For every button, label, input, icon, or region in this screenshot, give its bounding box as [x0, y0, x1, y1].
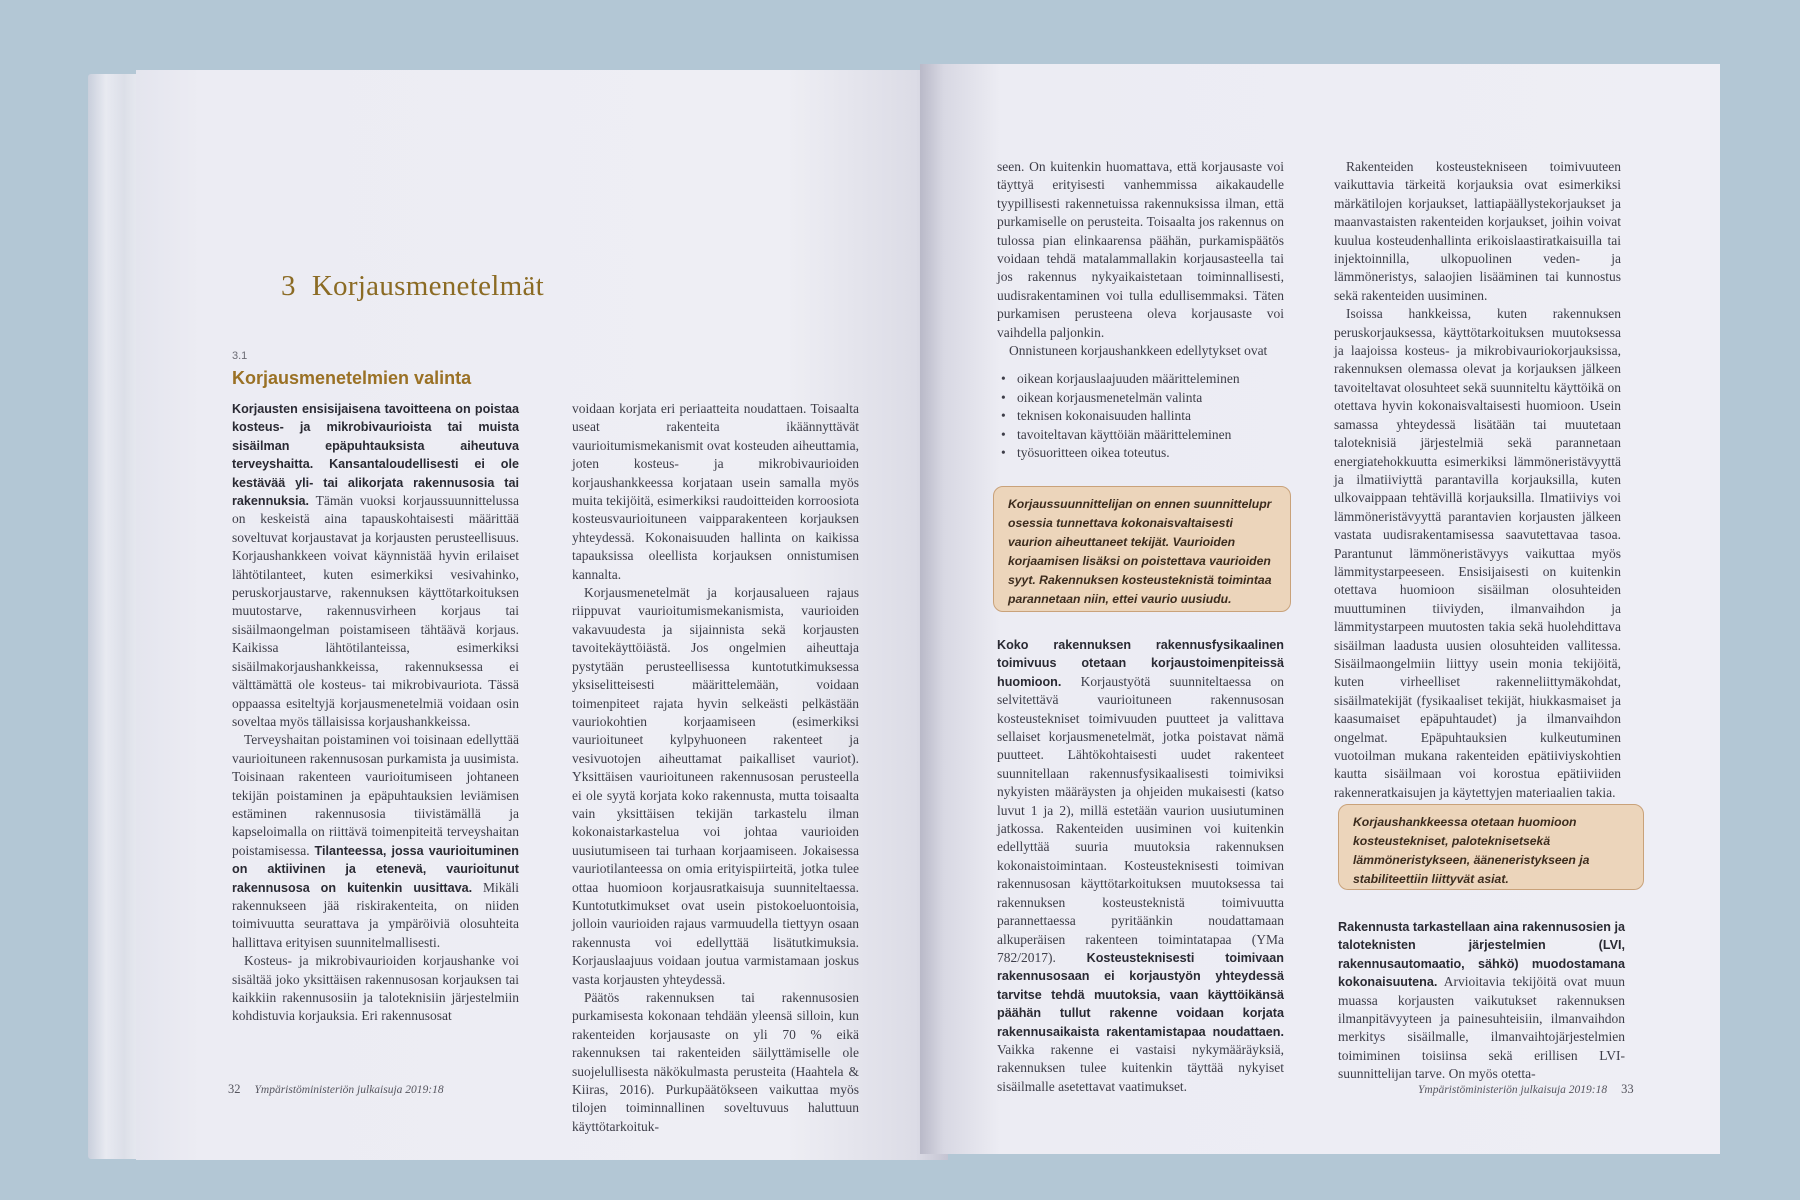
left-column-1	[232, 400, 519, 1026]
paragraph-text: Terveyshaitan poistaminen voi toisinaan edellyttää vaurioituneen rakennusosan purkamista ja uusimista. Toisinaan rakenteen vaurioitumiseen johtaneen tekijän poistaminen ja epäpuhtauksien leviämisen estäminen rakennusosia tiivistämällä ja kapseloimalla on riittävä toimenpiteitä terveyshaitan poistamisessa.	[232, 732, 519, 858]
paragraph: Onnistuneen korjaushankkeen edellytykset ovat	[1009, 343, 1268, 359]
left-column-2	[572, 400, 859, 1136]
paragraph-text: Tämän vuoksi korjaussuunnittelussa on keskeistä aina tapauskohtaisesti määrittää soveltuvat korjaustavat ja korjausten perusteellisuus. Korjaushankkeen voivat käynnistää hyvin erilaiset lähtötilanteet, kuten esimerkiksi vesivahinko, peruskorjaustarve, rakennuksen käyttötarkoituksen muutostarve, rakennusvirheen korjaus tai sisäilmaongelman poistamiseen tähtäävä korjaus. Kaikissa lähtötilanteissa, esimerkiksi sisäilmakorjaushankkeissa, rakennuksessa ei välttämättä ole kosteus- tai mikrobivauriota. Tässä oppaassa esiteltyjä korjausmenetelmiä voidaan osin soveltaa myös tällaisissa korjaushankkeissa.	[232, 493, 519, 729]
bold-statement: Tilanteessa, jossa vaurioituminen on aktiivinen ja etenevä, vaurioitunut rakennusosa on kuitenkin uusittava.	[232, 843, 519, 895]
paragraph-text: Korjaustyötä suunniteltaessa on selvitettävä vaurioituneen rakennusosan kosteustekniset toimivuuden puutteet ja valittava sellaiset korjausmenetelmät, jotka poistavat nämä puutteet. Lähtökohtaisesti uudet rakenteet suunnitellaan rakennusfysikaalisesti toimiviksi nykyisten määräysten ja ohjeiden mukaisesti (katso luvut 1 ja 2), millä estetään vaurion uusiutuminen jatkossa. Rakenteiden uusiminen voi kuitenkin edellyttää suuria muutoksia rakennuksen kokonaistoimintaan. Kosteusteknisesti toimivan rakennusosan käyttötarkoituksen muutoksessa tai rakennuksen kosteusteknistä toimivuutta parannettaessa pyritäänkin noudattamaan alkuperäisen rakenteen toimintatapaa (YMa 782/2017).	[997, 673, 1284, 965]
paragraph	[232, 731, 519, 952]
bullet-list	[997, 370, 1284, 462]
page-number: 32	[228, 1082, 241, 1096]
page-number: 33	[1621, 1082, 1634, 1096]
list-item: • oikean korjausmenetelmän valinta	[997, 389, 1284, 407]
chapter-title: Korjausmenetelmät	[311, 270, 544, 302]
paragraph: Päätös rakennuksen tai rakennusosien purkamisesta kokonaan tehdään yleensä silloin, kun rakenteiden korjausaste on yli 70 % eikä rakennuksen tai rakenteiden säilyttämiselle ole suojelullisesta näkökulmasta perusteita (Haahtela & Kiiras, 2016). Purkupäätökseen vaikuttaa myös tilojen toiminnallinen soveltuvuus haluttuun käyttötarkoituk-	[572, 990, 859, 1134]
section-number: 3.1	[232, 350, 248, 362]
chapter-number: 3	[281, 270, 296, 302]
paragraph-text: Mikäli rakennukseen jää riskirakenteita, on niiden toimivuutta seurattava ja ympäröiviä olosuhteita hallittava erityisen suunnitelmallisesti.	[232, 879, 519, 950]
paragraph: Isoissa hankkeissa, kuten rakennuksen peruskorjauksessa, käyttötarkoituksen muutoksessa ja laajoissa kosteus- ja mikrobivauriokorjauksissa, rakennuksen olemassa olevat ja korjauksen jälkeen tavoiteltavat olosuhteet sekä suunniteltu käyttöikä on otettava hyvin kokonaisvaltaisesti huomioon. Usein samassa yhteydessä lisätään tai muutetaan taloteknisiä järjestelmiä sekä parannetaan energiatehokkuutta esimerkiksi lämmöneristävyyttä ja ilmatiiviyttä parantavilla korjauksilla, kuten ulkovaippaan tehtävillä korjauksilla. Ilmatiiviys voi lämmöneristävyyttä parantavien korjausten jälkeen vastata uudisrakentamisessa saavutettavaa tasoa. Parantunut lämmöneristävyys vaikuttaa myös lämmitystarpeeseen. Ensisijaisesti on kuitenkin otettava huomioon sisäilman olosuhteiden muuttuminen tiiviyden, ilmanvaihdon ja lämmitystarpeen muutosten takia sekä huolehdittava sisäilman laadusta uusien olosuhteiden vallitessa. Sisäilmaongelmiin liittyy usein monia tekijöitä, kuten virheelliset rakenneliittymäkohdat, sisäilmatekijät (fysikaaliset tekijät, hiukkasmaiset ja kaasumaiset epäpuhtaudet) ja ilmanvaihdon ongelmat. Epäpuhtauksien kulkeutuminen vuotoilman mukana rakenteiden epätiiviyskohtien kautta sisäilmaan voi korostua epätiiviiden rakenneratkaisujen ja käytettyjen materiaalien takia.	[1334, 306, 1621, 800]
publication-name: Ympäristöministeriön julkaisuja 2019:18	[1418, 1084, 1608, 1096]
right-column-1-lower	[997, 636, 1284, 1096]
list-item: • työsuoritteen oikea toteutus.	[997, 444, 1284, 462]
publication-name: Ympäristöministeriön julkaisuja 2019:18	[254, 1084, 444, 1096]
list-item: • oikean korjauslaajuuden määritteleminen	[997, 370, 1284, 388]
lead-sentence: Rakennusta tarkastellaan aina rakennusosien ja taloteknisten järjestelmien (LVI, rakennusautomaatio, sähkö) muodostamana kokonaisuutena.	[1338, 920, 1625, 990]
paragraph: voidaan korjata eri periaatteita noudattaen. Toisaalta useat rakenteita ikäännyttävät vaurioitumismekanismit ovat kosteuden aiheuttamia, joten kosteus- ja mikrobivaurioiden korjaushankkeessa korjataan usein samalla myös muita tekijöitä, esimerkiksi raudoitteiden korroosiota kosteusvaurioituneen vaipparakenteen korjauksen yhteydessä. Kokonaisuuden hallinta on kaikissa tapauksissa oleellista korjauksen onnistumisen kannalta.	[572, 401, 859, 582]
paragraph	[1338, 918, 1625, 1084]
callout-box: Korjaussuunnittelijan on ennen suunnittelupr osessia tunnettava kokonaisvaltaisesti vaurion aiheuttaneet tekijät. Vaurioiden korjaamisen lisäksi on poistettava vaurioiden syyt. Rakennuksen kosteusteknistä toimintaa parannetaan niin, ettei vaurio uusiudu.	[993, 486, 1291, 612]
paragraph-text: Vaikka rakenne ei vastaisi nykymääräyksiä, rakennuksen tulee kuitenkin täyttää nykyiset sisäilmalle asetettavat vaatimukset.	[997, 1041, 1284, 1094]
list-item: • teknisen kokonaisuuden hallinta	[997, 407, 1284, 425]
lead-sentence: Korjausten ensisijaisena tavoitteena on poistaa kosteus- ja mikrobivaurioista tai muista sisäilman epäpuhtauksista aiheutuva terveyshaitta. Kansantaloudellisesti ei ole kestävää yli- tai alikorjata rakennusosia tai rakennuksia.	[232, 402, 519, 509]
lead-sentence: Koko rakennuksen rakennusfysikaalinen toimivuus otetaan korjaustoimenpiteissä huomioon.	[997, 638, 1284, 689]
footer-right	[1418, 1082, 1648, 1097]
paragraph: Kosteus- ja mikrobivaurioiden korjaushanke voi sisältää joko yksittäisen rakennusosan korjauksen tai kaikkiin rakennusosiin ja taloteknisiin järjestelmiin kohdistuvia korjauksia. Eri rakennusosat	[232, 953, 519, 1024]
paragraph-text: Arvioitavia tekijöitä ovat muun muassa korjausten vaikutukset rakennuksen ilmanpitävyyteen ja painesuhteisiin, ilmanvaihdon merkitys sisäilmalle, ilmanvaihtojärjestelmien toimiminen toisiinsa sekä erillisen LVI-suunnittelijan tarve. On myös otetta-	[1338, 974, 1625, 1082]
paragraph: seen. On kuitenkin huomattava, että korjausaste voi täyttyä erityisesti vanhemmissa aikakaudelle tyypillisesti rakennetuissa rakennuksissa ilman, että purkamiselle on perusteita. Toisaalta jos rakennus on tulossa pian elinkaarensa päähän, purkamispäätös voidaan tehdä matalammallakin korjausasteella tai jos rakennus nykyaikaistetaan toiminnallisesti, uudisrakentaminen voi tulla edullisemmaksi. Täten purkamisen perusteena oleva korjausaste voi vaihdella paljonkin.	[997, 159, 1284, 340]
chapter-heading	[281, 270, 544, 303]
right-column-2-lower	[1338, 918, 1625, 1084]
paragraph: Rakenteiden kosteustekniseen toimivuuteen vaikuttavia tärkeitä korjauksia ovat esimerkiksi märkätilojen korjaukset, lattiapäällystekorjaukset ja maanvastaisten rakenteiden korjaukset, joihin voivat kuulua kosteudenhallinta erikoislaastiratkaisuilla tai injektoinnilla, ulkopuolinen veden- ja lämmöneristys, salaojien lisääminen tai kunnostus sekä rakenteiden uusiminen.	[1334, 159, 1621, 303]
paragraph: Korjausmenetelmät ja korjausalueen rajaus riippuvat vaurioitumismekanismista, vaurioiden vakavuudesta ja sijainnista sekä korjausten tavoitekäyttöiästä. Jos ongelmien aiheuttaja pystytään perusteellisessa kuntotutkimuksessa yksiselitteisesti määrittelemään, voidaan toimenpiteet rajata hyvin selkeästi pelkästään vauriokohtien korjaamiseen (esimerkiksi vaurioituneet kylpyhuoneen rakenteet ja vesivuotojen aiheuttamat paikalliset vauriot). Yksittäisen vaurioituneen rakennusosan perusteella ei ole syytä korjata koko rakennusta, mutta toisaalta vain yksittäisen tekijän tarkastelu ilman kokonaistarkastelua voi johtaa vaurioiden uusiutumiseen tai turhaan korjaamiseen. Jokaisessa vauriotilanteessa on omia erityispiirteitä, jotka tulee ottaa huomioon korjausratkaisuja suunniteltaessa. Kuntotutkimukset ovat usein pistokoeluontoisia, jolloin vaurioiden rajaus varmuudella tiettyyn osaan rakennusta voi edellyttää lisätutkimuksia. Korjauslaajuus voidaan joutua varmistamaan joskus vasta korjausten yhteydessä.	[572, 585, 859, 987]
list-item: • tavoiteltavan käyttöiän määritteleminen	[997, 426, 1284, 444]
bold-statement: Kosteusteknisesti toimivaan rakennusosaan ei korjaustyön yhteydessä tarvitse tehdä muutoksia, vaan käyttöikänsä päähän tullut rakenne voidaan korjata rakennusaikaista rakentamistapaa noudattaen.	[997, 950, 1285, 1039]
right-column-2	[1334, 158, 1621, 802]
right-column-1	[997, 158, 1284, 463]
paragraph	[232, 400, 519, 731]
footer-left	[228, 1082, 444, 1097]
callout-box: Korjaushankkeessa otetaan huomioon kosteustekniset, paloteknisetsekä lämmöneristykseen, ääneneristykseen ja stabiliteettiin liittyvät asiat.	[1338, 804, 1644, 890]
paragraph	[997, 636, 1284, 1096]
section-title: Korjausmenetelmien valinta	[232, 368, 472, 388]
